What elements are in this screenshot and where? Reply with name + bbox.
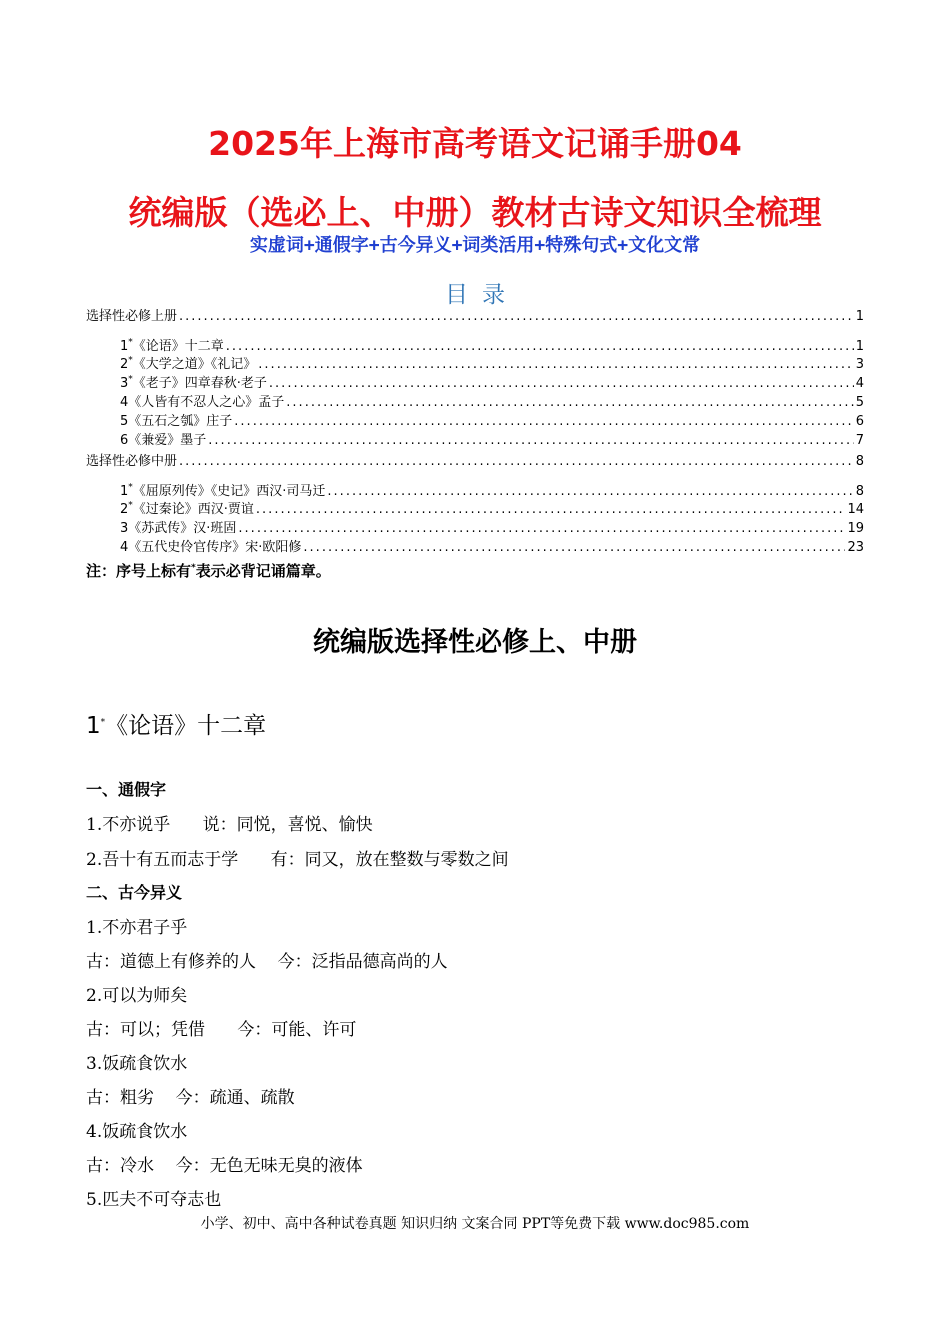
toc-entry-label: 3*《老子》四章春秋·老子 <box>120 374 267 391</box>
toc-entry-label: 1*《论语》十二章 <box>120 337 224 354</box>
toc-leader-dots <box>256 501 846 519</box>
toc-leader-dots <box>303 539 845 557</box>
toc-entry-page: 23 <box>847 540 864 555</box>
toc-entry-label: 2*《大学之道》《礼记》 <box>120 355 257 372</box>
toc-entry[interactable] <box>120 338 864 356</box>
toc-entry[interactable] <box>120 413 864 431</box>
toc-entry-page: 4 <box>855 376 864 391</box>
toc-entry[interactable] <box>120 483 864 501</box>
toc-entry-page: 3 <box>855 357 864 372</box>
toc-leader-dots <box>234 413 853 431</box>
toc-leader-dots <box>208 432 853 450</box>
toc-entry-page: 19 <box>847 521 864 536</box>
document-title-line1: 2025年上海市高考语文记诵手册04 <box>208 124 742 163</box>
toc-leader-dots <box>238 520 845 538</box>
toc-entry-page: 1 <box>855 309 864 324</box>
toc-entry[interactable] <box>120 432 864 450</box>
toc-entry-label: 2*《过秦论》西汉·贾谊 <box>120 500 254 517</box>
toc-leader-dots <box>269 375 854 393</box>
toc-title: 目录 <box>445 282 519 308</box>
toc-leader-dots <box>179 308 854 326</box>
content-line: 2.吾十有五而志于学 有：同又，放在整数与零数之间 <box>86 850 509 870</box>
toc-entry[interactable] <box>86 453 864 471</box>
content-line: 5.匹夫不可夺志也 <box>86 1190 222 1210</box>
chapter-title: 1*《论语》十二章 <box>86 713 267 739</box>
page-footer: 小学、初中、高中各种试卷真题 知识归纳 文案合同 PPT等免费下载 www.doc985.com <box>200 1216 750 1232</box>
toc-entry-label: 1*《屈原列传》《史记》西汉·司马迁 <box>120 482 326 499</box>
content-line: 古：可以；凭借 今：可能、许可 <box>86 1020 357 1040</box>
content-line: 4.饭疏食饮水 <box>86 1122 188 1142</box>
toc-entry-label: 4《人皆有不忍人之心》孟子 <box>120 395 285 410</box>
toc-entry-page: 14 <box>847 502 864 517</box>
toc-entry[interactable] <box>120 394 864 412</box>
toc-entry[interactable] <box>120 539 864 557</box>
toc-entry-label: 5《五石之瓠》庄子 <box>120 414 233 429</box>
document-title-line2: 统编版（选必上、中册）教材古诗文知识全梳理 <box>128 193 822 232</box>
section-title-tongjiazi: 一、通假字 <box>86 780 167 799</box>
toc-leader-dots <box>258 356 853 374</box>
toc-entry[interactable] <box>120 501 864 519</box>
toc-leader-dots <box>286 394 853 412</box>
toc-entry-page: 5 <box>855 395 864 410</box>
toc-entry-page: 7 <box>855 433 864 448</box>
toc-entry-page: 8 <box>855 484 864 499</box>
toc-entry-label: 3《苏武传》汉·班固 <box>120 521 237 536</box>
toc-entry-label: 4《五代史伶官传序》宋·欧阳修 <box>120 540 302 555</box>
content-line: 古：冷水 今：无色无味无臭的液体 <box>86 1156 363 1176</box>
content-line: 古：道德上有修养的人 今：泛指品德高尚的人 <box>86 952 448 972</box>
toc-entry-page: 1 <box>855 339 864 354</box>
toc-leader-dots <box>179 453 854 471</box>
toc-entry-label: 选择性必修中册 <box>86 454 178 469</box>
toc-leader-dots <box>226 338 854 356</box>
content-line: 1.不亦君子乎 <box>86 918 188 938</box>
toc-entry-label: 选择性必修上册 <box>86 309 178 324</box>
content-line: 古：粗劣 今：疏通、疏散 <box>86 1088 295 1108</box>
section-heading: 统编版选择性必修上、中册 <box>313 627 637 658</box>
toc-entry-label: 6《兼爱》墨子 <box>120 433 207 448</box>
toc-entry-page: 8 <box>855 454 864 469</box>
toc-leader-dots <box>327 483 853 501</box>
toc-note: 注：序号上标有*表示必背记诵篇章。 <box>86 562 331 580</box>
content-line: 1.不亦说乎 说：同悦，喜悦、愉快 <box>86 815 373 835</box>
toc-entry-page: 6 <box>855 414 864 429</box>
toc-entry[interactable] <box>120 356 864 374</box>
document-subtitle: 实虚词+通假字+古今异义+词类活用+特殊句式+文化文常 <box>249 235 701 256</box>
content-line: 2.可以为师矣 <box>86 986 188 1006</box>
toc-entry[interactable] <box>120 520 864 538</box>
section-title-gujinyiyi: 二、古今异义 <box>86 883 183 902</box>
content-line: 3.饭疏食饮水 <box>86 1054 188 1074</box>
toc-entry[interactable] <box>120 375 864 393</box>
toc-entry[interactable] <box>86 308 864 326</box>
